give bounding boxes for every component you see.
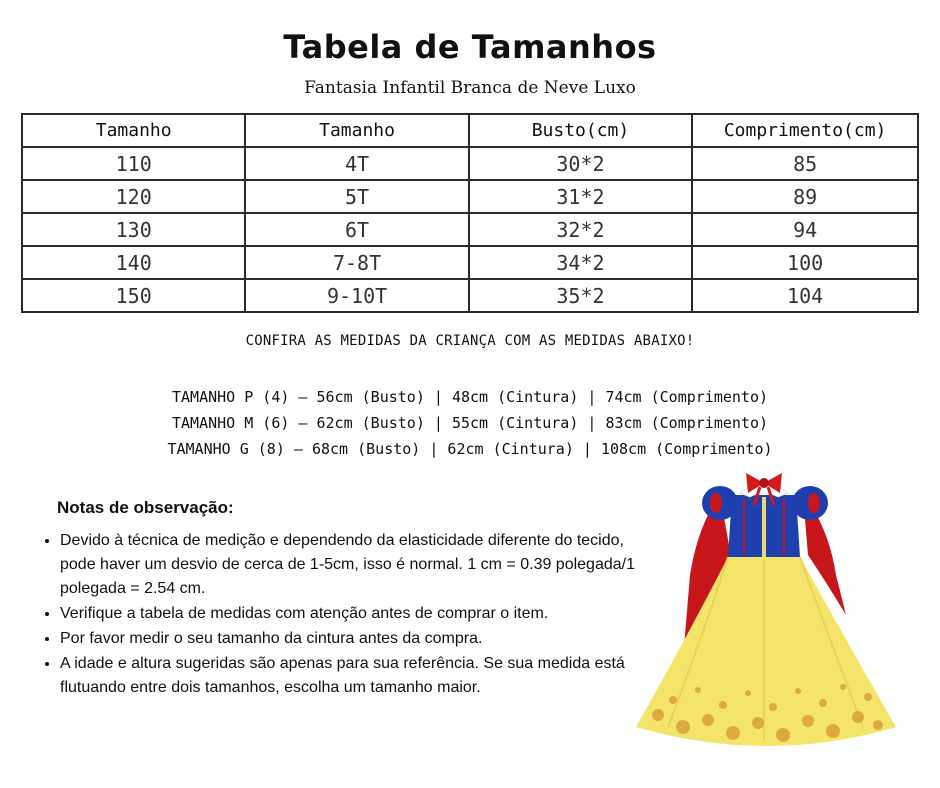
list-item: • Devido à técnica de medição e dependendo da elasticidade diferente do tecido, pode haver um desvio de cerca de 1-5cm, isso é normal. 1 cm = 0.39 polegada/1 polegada = 2.54 cm.: [60, 529, 650, 601]
table-row: [22, 246, 918, 279]
measure-notice: CONFIRA AS MEDIDAS DA CRIANÇA COM AS MEDIDAS ABAIXO!: [245, 333, 695, 349]
column-header-bust: Busto(cm): [469, 114, 692, 147]
measurement-line-m: TAMANHO M (6) – 62cm (Busto) | 55cm (Cintura) | 83cm (Comprimento): [171, 414, 769, 432]
table-cell: 104: [692, 279, 918, 312]
table-cell: 120: [22, 180, 245, 213]
table-cell: 4T: [245, 147, 468, 180]
table-cell: 9-10T: [245, 279, 468, 312]
table-cell: 150: [22, 279, 245, 312]
table-cell: 31*2: [469, 180, 692, 213]
table-cell: 7-8T: [245, 246, 468, 279]
table-cell: 30*2: [469, 147, 692, 180]
notes-list: [40, 529, 650, 701]
table-header-row: [22, 114, 918, 147]
notes-title: Notas de observação:: [57, 498, 234, 517]
column-header-size: Tamanho: [22, 114, 245, 147]
page-title: Tabela de Tamanhos: [283, 28, 657, 66]
table-cell: 130: [22, 213, 245, 246]
table-cell: 6T: [245, 213, 468, 246]
table-cell: 110: [22, 147, 245, 180]
table-cell: 94: [692, 213, 918, 246]
page-subtitle: Fantasia Infantil Branca de Neve Luxo: [304, 78, 636, 98]
table-cell: 32*2: [469, 213, 692, 246]
table-row: [22, 213, 918, 246]
table-cell: 89: [692, 180, 918, 213]
table-row: [22, 147, 918, 180]
measurement-line-g: TAMANHO G (8) – 68cm (Busto) | 62cm (Cintura) | 108cm (Comprimento): [167, 440, 773, 458]
list-item: • Por favor medir o seu tamanho da cintura antes da compra.: [60, 627, 650, 651]
table-cell: 5T: [245, 180, 468, 213]
table-cell: 140: [22, 246, 245, 279]
table-cell: 35*2: [469, 279, 692, 312]
measurement-list: [0, 384, 940, 462]
table-cell: 100: [692, 246, 918, 279]
list-item: • Verifique a tabela de medidas com atenção antes de comprar o item.: [60, 602, 650, 626]
table-cell: 34*2: [469, 246, 692, 279]
list-item: • A idade e altura sugeridas são apenas para sua referência. Se sua medida está flutuando entre dois tamanhos, escolha um tamanho maior.: [60, 652, 650, 700]
column-header-length: Comprimento(cm): [692, 114, 918, 147]
table-row: [22, 180, 918, 213]
size-table: [21, 113, 919, 313]
bow: [759, 478, 769, 488]
table-row: [22, 279, 918, 312]
measurement-line-p: TAMANHO P (4) – 56cm (Busto) | 48cm (Cintura) | 74cm (Comprimento): [171, 388, 769, 406]
snow-white-dress-icon: [628, 465, 903, 755]
table-cell: 85: [692, 147, 918, 180]
column-header-size-code: Tamanho: [245, 114, 468, 147]
